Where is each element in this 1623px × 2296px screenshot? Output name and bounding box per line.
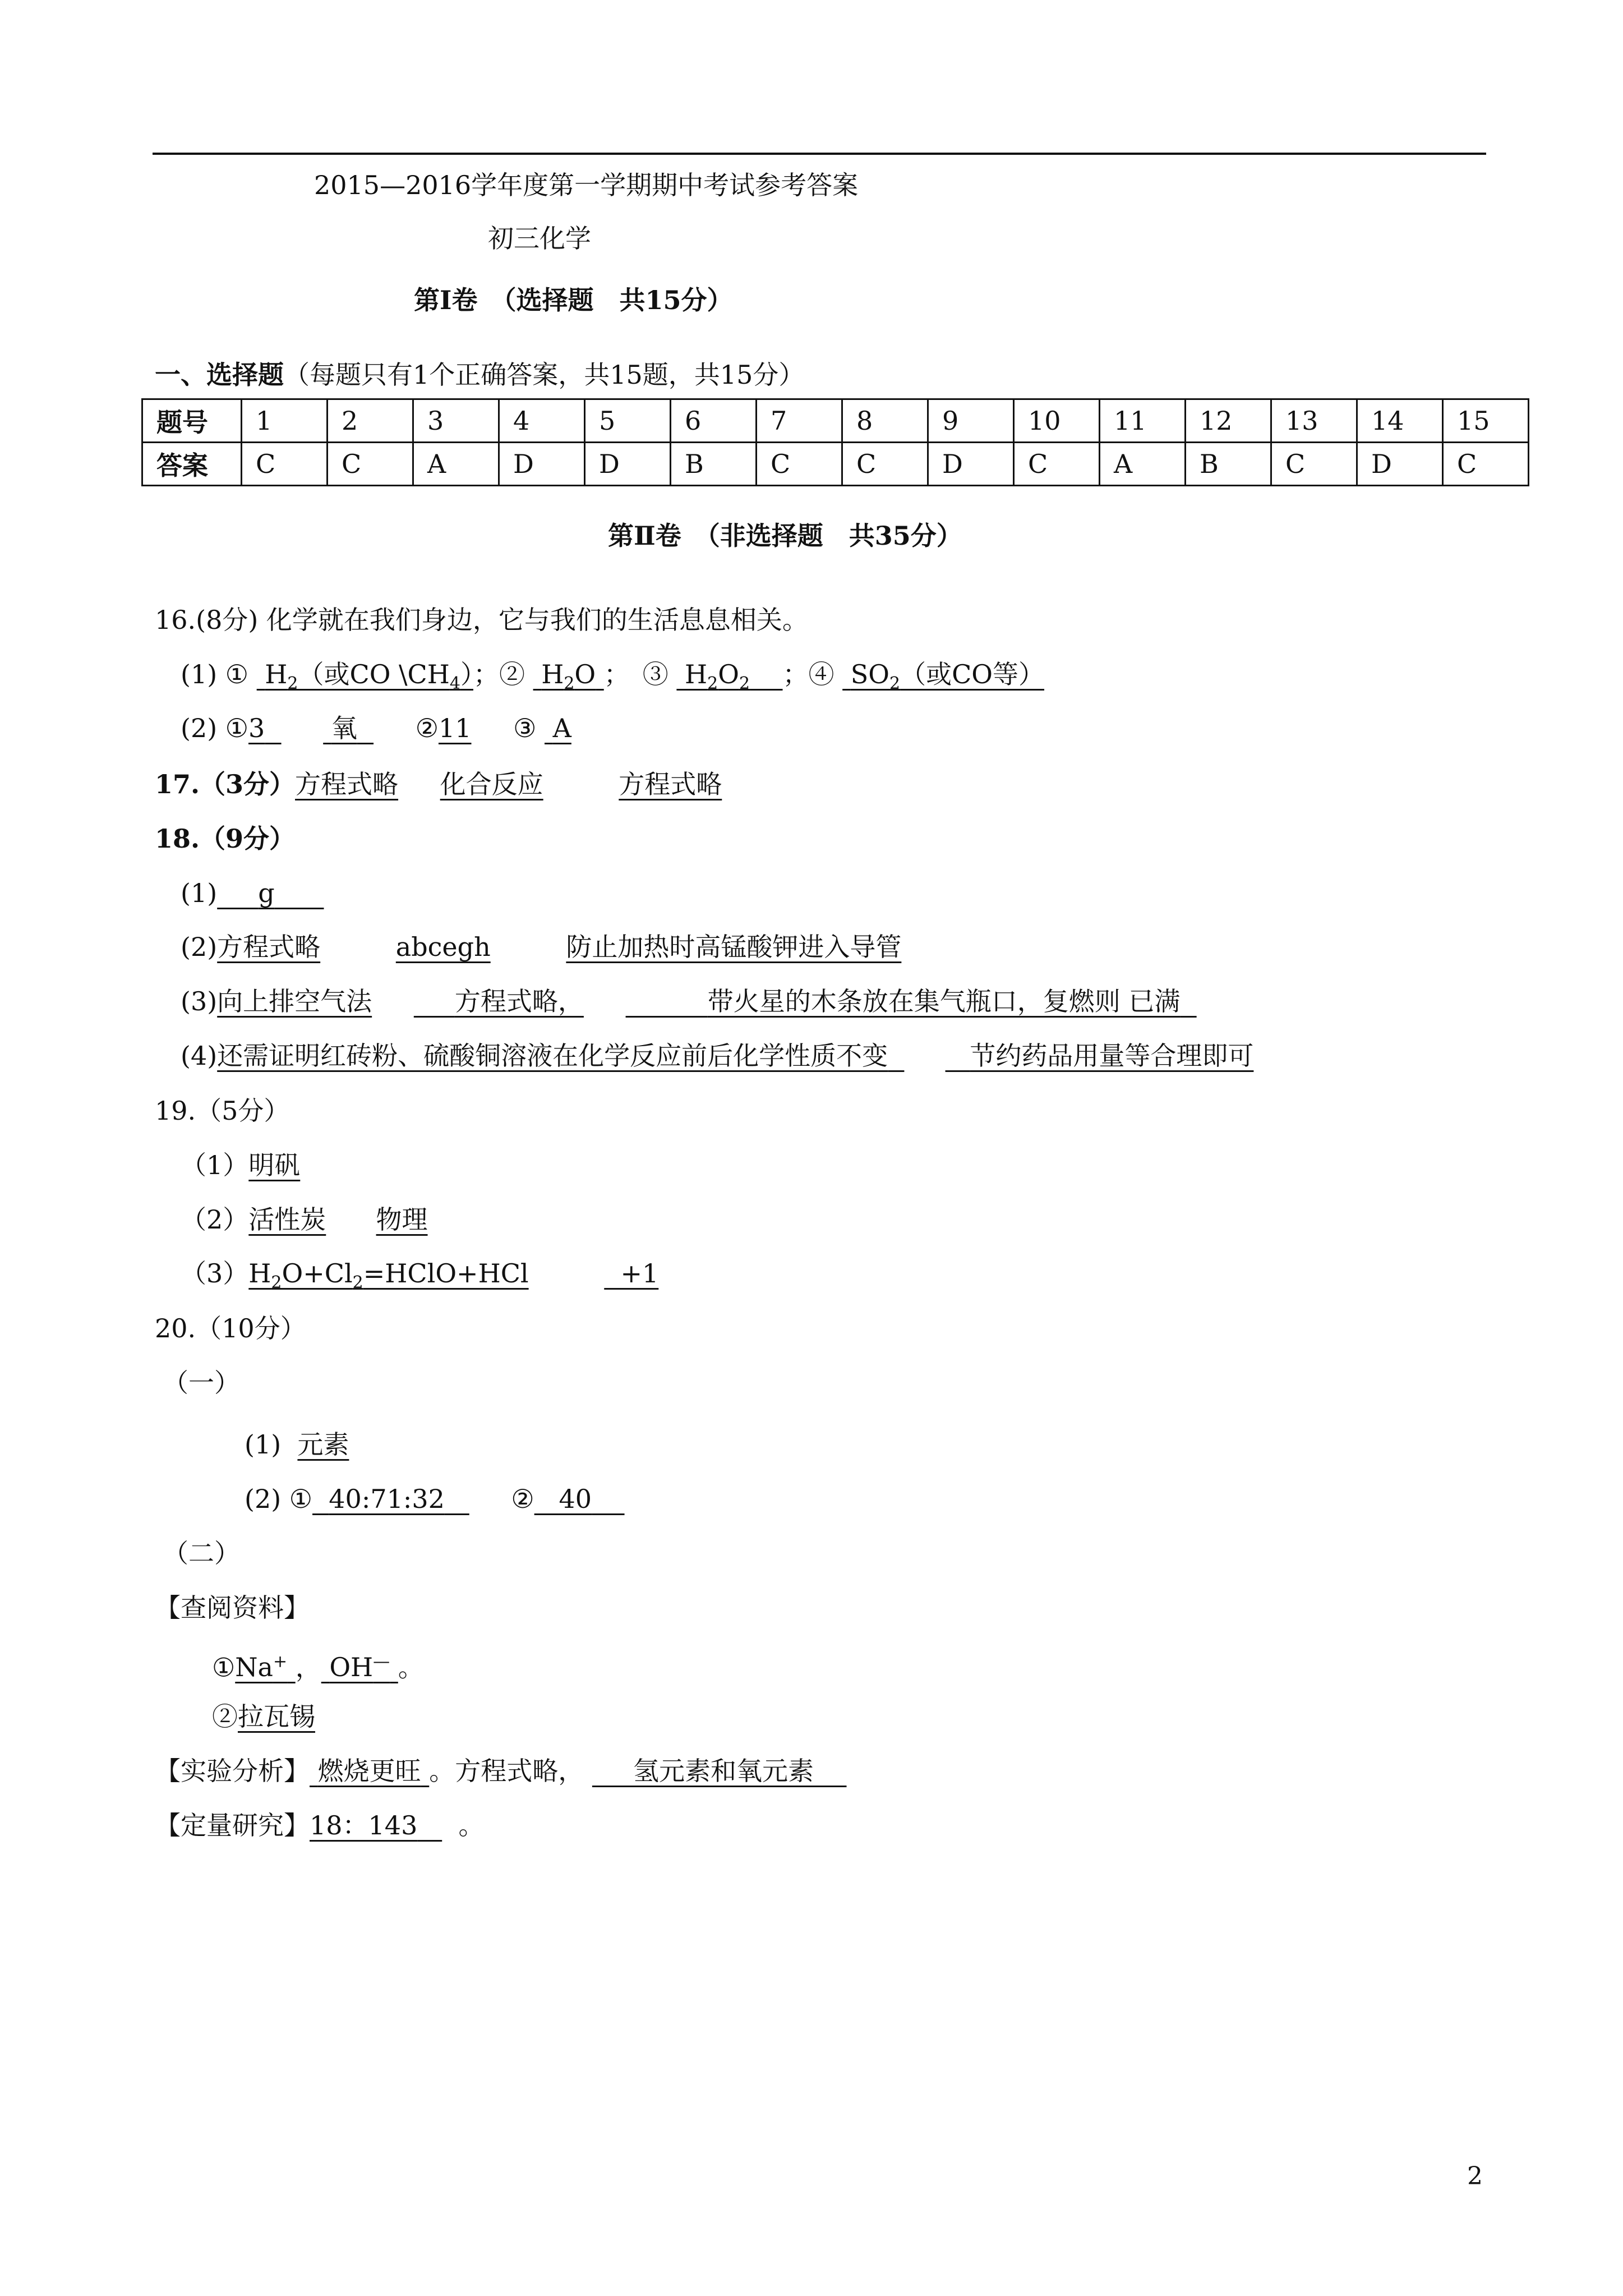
q20-quant [155, 1809, 484, 1842]
q16-p2-label: (2) ① [181, 713, 249, 743]
question-number: 11 [1100, 399, 1186, 443]
answer-cell: C [242, 443, 328, 486]
answer-table [141, 398, 1529, 486]
q18-title: 18.（9分） [155, 823, 296, 854]
q20-analysis [155, 1754, 847, 1788]
part2-heading: 第Ⅱ卷 （非选择题 共35分） [608, 521, 962, 551]
q20-quant-answer: 18：143 [310, 1810, 418, 1841]
q20-analysis-mid: 。方程式略， [429, 1756, 584, 1786]
section1-heading [155, 358, 804, 392]
q19-p3-answer2: +1 [620, 1258, 659, 1289]
top-rule [153, 153, 1486, 155]
answer-cell: A [413, 443, 499, 486]
page-number: 2 [1467, 2162, 1483, 2191]
question-number: 7 [757, 399, 842, 443]
doc-title: 2015—2016学年度第一学期期中考试参考答案 [314, 170, 859, 200]
section1-note: （每题只有1个正确答案，共15题，共15分） [284, 360, 805, 390]
answer-cell: C [1271, 443, 1357, 486]
q18-p4-label: (4) [181, 1041, 218, 1071]
q20-analysis-label: 【实验分析】 [155, 1756, 310, 1786]
q20-r1-answer2: OH— [329, 1652, 390, 1683]
q19-p2-answer1: 活性炭 [248, 1204, 326, 1235]
q16-p1-answer1: $H_2$（或CO $\backslash CH_4$） [265, 659, 473, 694]
q18-part1 [181, 876, 324, 910]
table-row-answers [142, 443, 1529, 486]
q20-r1-sep: ， [295, 1652, 321, 1683]
q16-p2-answer3: 11 [438, 713, 472, 743]
q20-analysis-answer1: 燃烧更旺 [317, 1756, 421, 1786]
q16-part2 [181, 711, 571, 745]
q20-r1-end: 。 [398, 1652, 424, 1683]
q18-p3-answer3: 带火星的木条放在集气瓶口，复燃则 已满 [707, 986, 1181, 1016]
q20-a1-answer: 元素 [297, 1429, 349, 1460]
q20-r2-answer: 拉瓦锡 [238, 1701, 315, 1732]
answer-cell: B [671, 443, 757, 486]
q20-r2-label: ② [212, 1701, 238, 1732]
q16-p1-answer4: $SO_2$（或CO等） [850, 659, 1045, 694]
question-number: 12 [1186, 399, 1271, 443]
q17-answer1: 方程式略 [295, 769, 399, 799]
q19-p3-equation: $H_2O+Cl_2=HClO+HCl$ [248, 1258, 529, 1293]
q19-part1 [181, 1148, 300, 1182]
q17-line [155, 767, 722, 801]
q19-p1-label: （1） [181, 1150, 249, 1180]
q18-p2-label: (2) [181, 932, 218, 962]
q20-research-1 [212, 1645, 424, 1684]
q20-a1 [245, 1428, 349, 1461]
q16-part1 [181, 657, 1044, 701]
q18-part4 [181, 1039, 1253, 1073]
doc-subject: 初三化学 [488, 223, 591, 254]
q19-p2-label: （2） [181, 1204, 249, 1235]
question-number: 14 [1357, 399, 1443, 443]
q18-p1-label: (1) [181, 878, 218, 908]
q18-p3-answer2: 方程式略， [454, 986, 584, 1016]
answer-cell: A [1100, 443, 1186, 486]
question-number: 6 [671, 399, 757, 443]
table-row-numbers [142, 399, 1529, 443]
q20-r1-label: ① [212, 1652, 236, 1683]
question-number: 13 [1271, 399, 1357, 443]
row-label-numbers: 题号 [142, 399, 242, 443]
q16-p1-answer2: $H_2O$ [541, 659, 596, 694]
q16-p2-answer2: 氧 [331, 713, 357, 743]
q20-a2-label: (2) ① [245, 1484, 313, 1514]
q16-sep3: ； ③ [603, 659, 668, 689]
q16-p1-label: (1) ① [181, 659, 249, 689]
q18-p3-answer1: 向上排空气法 [217, 986, 372, 1016]
q20-r1-answer1: Na+ [235, 1652, 288, 1683]
q18-p2-answer2: abcegh [395, 932, 491, 962]
q19-p2-answer2: 物理 [376, 1204, 428, 1235]
answer-cell: C [1443, 443, 1529, 486]
q18-p2-answer1: 方程式略 [217, 932, 321, 962]
q17-answer3: 方程式略 [619, 769, 722, 799]
question-number: 3 [413, 399, 499, 443]
q18-p3-label: (3) [181, 986, 218, 1016]
q19-p3-label: （3） [181, 1258, 249, 1289]
q20-a1-label: (1) [245, 1429, 282, 1460]
q20-part-a: （一） [163, 1368, 240, 1398]
q18-p4-answer2: 节约药品用量等合理即可 [970, 1041, 1254, 1071]
section1-label: 一、选择题 [155, 360, 284, 390]
q16-p2-answer1: 3 [248, 713, 265, 743]
q20-a2 [245, 1482, 625, 1516]
q20-quant-label: 【定量研究】 [155, 1810, 310, 1841]
q19-title: 19.（5分） [155, 1096, 290, 1126]
answer-cell: D [1357, 443, 1443, 486]
q16-sep2: ；② [473, 659, 525, 689]
q20-a2-circle2: ② [511, 1484, 534, 1514]
q19-part3 [181, 1257, 658, 1300]
q16-p2-answer4: A [552, 713, 571, 743]
q16-p1-answer3: $H_2O_2$ [685, 659, 750, 694]
question-number: 2 [328, 399, 413, 443]
question-number: 10 [1014, 399, 1100, 443]
q18-part2 [181, 930, 901, 964]
q20-part-b: （二） [163, 1538, 240, 1568]
q20-a2-answer2: 40 [559, 1484, 592, 1514]
question-number: 4 [499, 399, 585, 443]
question-number: 1 [242, 399, 328, 443]
q19-p1-answer: 明矾 [248, 1150, 301, 1180]
q18-p1-answer: g [258, 878, 275, 908]
question-number: 15 [1443, 399, 1529, 443]
q20-research-2 [212, 1700, 315, 1733]
row-label-answers: 答案 [142, 443, 242, 486]
q16-p2-circle2: ② [415, 713, 439, 743]
answer-cell: C [842, 443, 928, 486]
q19-part2 [181, 1203, 428, 1236]
question-number: 5 [585, 399, 671, 443]
q16-p2-circle3: ③ [513, 713, 537, 743]
q16-sep4: ；④ [782, 659, 834, 689]
q20-research-label: 【查阅资料】 [155, 1593, 310, 1623]
answer-cell: B [1186, 443, 1271, 486]
q20-title: 20.（10分） [155, 1313, 306, 1343]
q18-p4-answer1: 还需证明红砖粉、硫酸铜溶液在化学反应前后化学性质不变 [217, 1041, 888, 1071]
q17-answer2: 化合反应 [440, 769, 543, 799]
q20-quant-end: 。 [458, 1810, 485, 1841]
answer-cell: D [499, 443, 585, 486]
answer-cell: D [585, 443, 671, 486]
q17-title: 17.（3分） [155, 769, 296, 799]
q18-part3 [181, 984, 1197, 1018]
answer-cell: C [328, 443, 413, 486]
part1-heading: 第Ⅰ卷 （选择题 共15分） [414, 285, 733, 315]
question-number: 9 [928, 399, 1014, 443]
q16-title: 16.(8分) 化学就在我们身边，它与我们的生活息息相关。 [155, 605, 808, 635]
q18-p2-answer3: 防止加热时高锰酸钾进入导管 [566, 932, 902, 962]
q20-analysis-answer2: 氢元素和氧元素 [633, 1756, 814, 1786]
q20-a2-answer1: 40:71:32 [329, 1484, 445, 1514]
answer-cell: D [928, 443, 1014, 486]
answer-cell: C [1014, 443, 1100, 486]
answer-cell: C [757, 443, 842, 486]
question-number: 8 [842, 399, 928, 443]
